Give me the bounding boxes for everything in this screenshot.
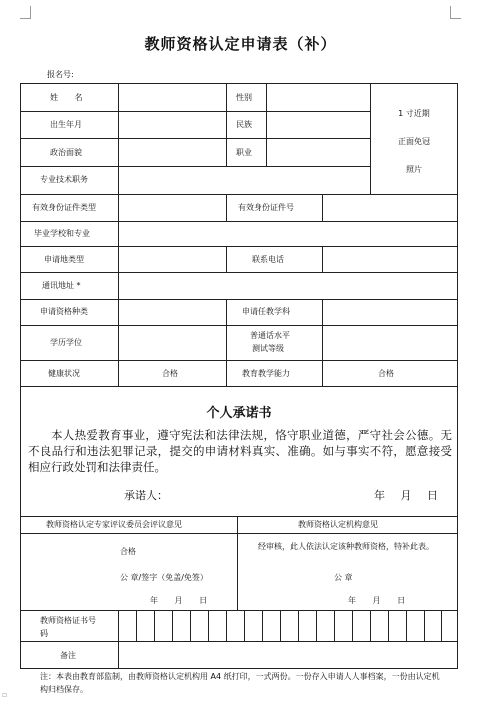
photo-line-2: 正面免冠 <box>398 137 430 146</box>
label-ethnicity: 民族 <box>236 120 252 129</box>
expert-seal-label: 公 章/签字（免盖/免签） <box>120 573 208 582</box>
row-line <box>20 166 370 167</box>
col-line <box>226 83 227 166</box>
row-line <box>20 221 458 222</box>
cert-digit-line <box>280 610 281 641</box>
photo-line-1: 1 寸近期 <box>398 109 430 118</box>
form-title: 教师资格认定申请表（补） <box>144 35 337 53</box>
value-health: 合格 <box>162 369 178 378</box>
pledge-date: 年 月 日 <box>374 489 438 502</box>
cert-digit-line <box>388 610 389 641</box>
cert-digit-line <box>226 610 227 641</box>
row-line <box>20 194 458 195</box>
crop-mark-top-left <box>20 6 31 19</box>
label-school-major: 毕业学校和专业 <box>34 229 90 238</box>
agency-seal-label: 公 章 <box>334 573 353 582</box>
remarks-label: 备注 <box>60 651 76 660</box>
cert-digit-line <box>370 610 371 641</box>
row-line <box>20 246 458 247</box>
cert-digit-line <box>441 610 442 641</box>
col-line <box>226 325 227 360</box>
agency-opinion-text: 经审核，此人依法认定该种教师资格，特补此表。 <box>258 542 434 551</box>
cert-digit-line <box>154 610 155 641</box>
crop-mark-top-right <box>450 6 461 19</box>
col-line <box>322 325 323 360</box>
photo-placeholder <box>370 100 458 184</box>
expert-opinion-text: 合格 <box>120 547 136 556</box>
col-line <box>118 221 119 246</box>
row-line <box>20 299 458 300</box>
certificate-number-label: 教师资格证书号码 <box>40 616 96 638</box>
col-line <box>226 299 227 325</box>
col-line <box>322 360 323 386</box>
col-line <box>118 272 119 299</box>
label-health: 健康状况 <box>48 369 80 378</box>
pledge-title: 个人承诺书 <box>206 406 272 421</box>
expert-opinion-header: 教师资格认定专家评议委员会评议意见 <box>46 520 182 529</box>
pledge-body: 本人热爱教育事业，遵守宪法和法律法规，恪守职业道德，严守社会公德。无不良品行和违法犯罪记录，提交的申请材料真实、准确。如与事实不符，愿意接受相应行政处罚和法律责任。 <box>28 428 452 474</box>
cert-digit-line <box>334 610 335 641</box>
col-line <box>226 246 227 272</box>
row-line <box>20 360 458 361</box>
label-address: 通讯地址 * <box>42 281 81 290</box>
footnote: 注：本表由教育部监制，由教师资格认定机构用 A4 纸打印，一式两份。一份存入申请人人事档案，一份由认定机构归档保存。 <box>40 672 440 694</box>
col-line <box>322 246 323 272</box>
label-mandarin-grade: 测试等级 <box>252 344 284 353</box>
cert-digit-line <box>244 610 245 641</box>
col-line <box>226 194 227 221</box>
row-line <box>20 111 370 112</box>
row-line <box>20 138 370 139</box>
cert-digit-line <box>208 610 209 641</box>
label-id-number: 有效身份证件号 <box>238 203 294 212</box>
col-line <box>118 299 119 325</box>
cert-digit-line <box>316 610 317 641</box>
pledge-signer-label: 承诺人： <box>124 489 168 502</box>
registration-number-label: 报名号: <box>47 70 74 79</box>
cert-digit-line <box>298 610 299 641</box>
label-technical-post: 专业技术职务 <box>40 175 88 184</box>
cert-digit-line <box>262 610 263 641</box>
agency-opinion-header: 教师资格认定机构意见 <box>298 520 378 529</box>
label-political-status: 政治面貌 <box>50 148 82 157</box>
label-occupation: 职业 <box>236 148 252 157</box>
row-line <box>20 610 458 611</box>
col-line <box>322 299 323 325</box>
col-line <box>118 325 119 360</box>
label-certificate-type: 申请资格种类 <box>40 307 88 316</box>
expert-opinion-date: 年 月 日 <box>150 596 208 605</box>
cert-digit-line <box>172 610 173 641</box>
row-line <box>20 641 458 642</box>
row-line <box>20 386 458 387</box>
row-line <box>20 533 458 534</box>
value-teaching-ability: 合格 <box>378 369 394 378</box>
row-line <box>20 272 458 273</box>
col-line <box>118 246 119 272</box>
label-teaching-ability: 教育教学能力 <box>242 369 290 378</box>
row-line <box>20 325 458 326</box>
label-subject: 申请任教学科 <box>242 307 290 316</box>
label-mandarin-level: 普通话水平 <box>250 331 290 340</box>
label-phone: 联系电话 <box>252 255 284 264</box>
photo-line-3: 照片 <box>406 165 422 174</box>
col-line <box>118 194 119 221</box>
cert-digit-line <box>136 610 137 641</box>
cert-digit-line <box>190 610 191 641</box>
agency-opinion-date: 年 月 日 <box>348 596 406 605</box>
col-line <box>266 83 267 166</box>
label-name: 姓 名 <box>50 93 83 102</box>
cert-digit-line <box>406 610 407 641</box>
col-line <box>118 610 119 669</box>
label-area-type: 申请地类型 <box>44 255 84 264</box>
col-line <box>118 83 119 194</box>
cert-digit-line <box>424 610 425 641</box>
col-line <box>322 194 323 221</box>
cert-digit-line <box>352 610 353 641</box>
label-birth-date: 出生年月 <box>50 120 82 129</box>
col-line <box>118 360 119 386</box>
label-degree: 学历学位 <box>50 338 82 347</box>
label-id-type: 有效身份证件类型 <box>32 203 96 212</box>
row-line <box>20 516 458 517</box>
label-gender: 性别 <box>236 93 252 102</box>
col-line <box>226 360 227 386</box>
text-cursor-icon: ▫ <box>2 690 8 699</box>
col-line <box>237 516 238 610</box>
